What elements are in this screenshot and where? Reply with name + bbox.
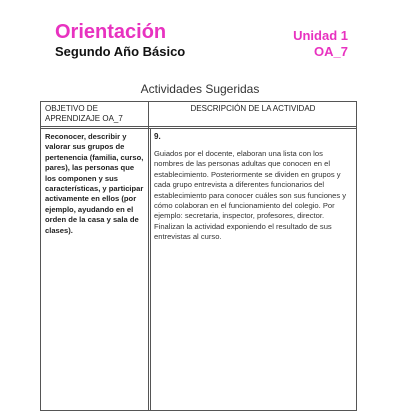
activities-table: [40, 101, 357, 411]
header-divider: [41, 126, 356, 127]
objective-text: Reconocer, describir y valorar sus grupos de pertenencia (familia, curso, pares), las personas que los componen y sus características, y participar activamente en ellos (por ejemplo, ayudando en el orden de la casa y sala de clases).: [45, 132, 144, 235]
description-column-header: DESCRIPCIÓN DE LA ACTIVIDAD: [190, 104, 316, 113]
header-divider-double: [41, 128, 356, 129]
activity-description: Guiados por el docente, elaboran una lista con los nombres de las personas adultas que conocen en el establecimiento. Posteriormente se dividen en grupos y cada grupo entrevista a diferentes funcionarios del establecimiento para conocer cuáles son sus funciones y cómo colaboran en el funcionamiento del colegio. Por ejemplo: secretaria, inspector, profesores, director. Finalizan la actividad exponiendo el resultado de sus entrevistas al curso.: [154, 149, 347, 242]
column-divider: [148, 102, 149, 410]
subject-title: Orientación: [55, 21, 167, 43]
column-divider-double: [150, 128, 151, 410]
grade-level: Segundo Año Básico: [55, 44, 186, 59]
oa-code: OA_7: [314, 44, 348, 59]
objective-column-header: OBJETIVO DE APRENDIZAJE OA_7: [45, 104, 123, 123]
unit-label: Unidad 1: [293, 28, 348, 43]
section-title: Actividades Sugeridas: [140, 82, 260, 96]
activity-number: 9.: [154, 132, 161, 141]
